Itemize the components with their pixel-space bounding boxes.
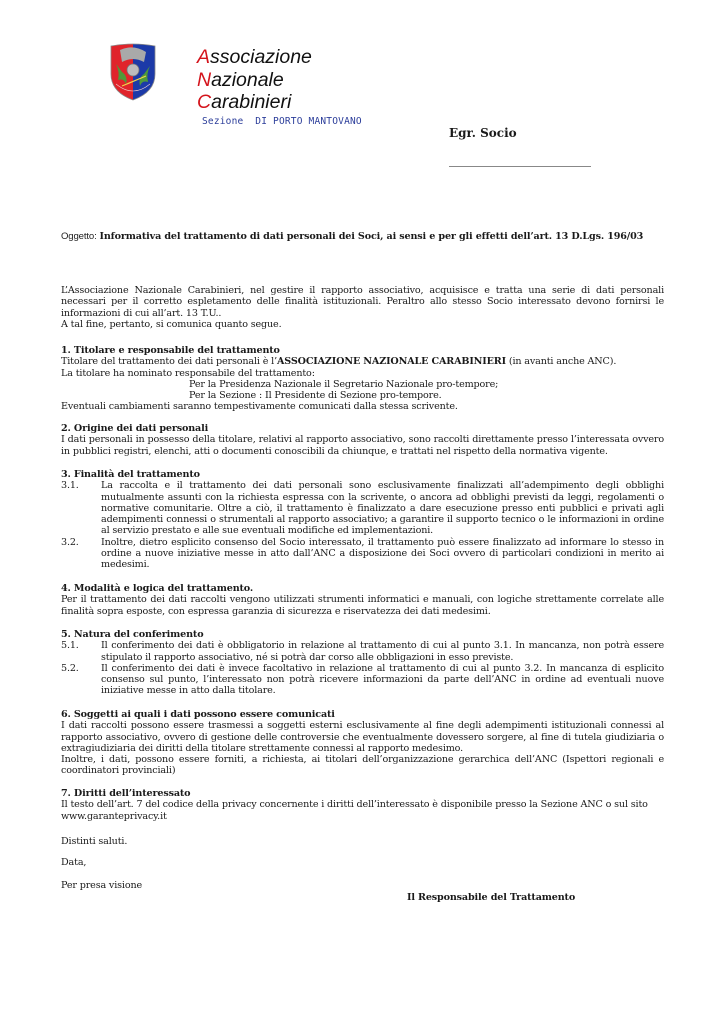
recipient-salutation: Egr. Socio [449,126,517,140]
section-title: 2. Origine dei dati personali [61,423,209,434]
section-title: 6. Soggetti ai quali i dati possono essere comunicati [61,709,335,720]
organization-name [197,46,312,114]
list-item [61,663,664,697]
item-number: 3.2. [61,536,79,548]
section-finalita [61,469,664,571]
section-modalita [61,583,664,617]
responsabile-presidenza: Per la Presidenza Nazionale il Segretario Nazionale pro-tempore; [189,378,499,390]
section-title: 3. Finalità del trattamento [61,469,200,480]
section-origine [61,423,664,457]
item-number: 3.1. [61,480,79,492]
section-natura [61,629,664,697]
closing-greeting: Distinti saluti. [61,836,128,847]
list-item [61,480,664,536]
section-name: Sezione DI PORTO MANTOVANO [202,116,362,127]
recipient-name-line [449,166,591,167]
item-text: Inoltre, dietro esplicito consenso del Socio interessato, il trattamento può essere finalizzato ad informare lo stesso in ordine a nuove iniziative messe in atto dall’ANC a disposizione dei Soci ovvero di particolari condizioni in merito ai medesimi. [101,536,664,571]
acknowledgement-label: Per presa visione [61,880,142,891]
carabinieri-shield-icon [108,42,158,102]
item-text: Il conferimento dei dati è invece facoltativo in relazione al trattamento di cui al punto 3.2. In mancanza di esplicito consenso sul punto, l’interessato non potrà ricevere informazioni da parte dell’ANC in ordine ad eventuali nuove iniziative messe in atto dalla titolare. [101,662,664,697]
section-paragraph-2: Inoltre, i dati, possono essere forniti, a richiesta, ai titolari dell’organizzazione gerarchica dell’ANC (Ispettori regionali e coordinatori provinciali) [61,754,664,777]
privacy-site-link[interactable]: www.garanteprivacy.it [61,810,167,822]
responsabile-sezione: Per la Sezione : Il Presidente di Sezione pro-tempore. [189,390,442,402]
titolare-line: Titolare del trattamento dei dati personali è l’ASSOCIAZIONE NAZIONALE CARABINIERI (in avanti anche ANC). [61,356,617,368]
section-text: Per il trattamento dei dati raccolti vengono utilizzati strumenti informatici e manuali, con logiche strettamente correlate alle finalità sopra esposte, con espressa garanzia di sicurezza e riservatezza dei dati medesimi. [61,594,664,617]
responsabile-intro: La titolare ha nominato responsabile del trattamento: [61,367,315,379]
intro-paragraph: L’Associazione Nazionale Carabinieri, nel gestire il rapporto associativo, acquisisce e tratta una serie di dati personali necessari per il corretto espletamento delle finalità istituzionali. Peraltro allo stesso Socio interessato devono fornirsi le informazioni di cui all’art. 13 T.U.. [61,285,664,319]
org-line-1: Associazione [197,46,312,68]
section-titolare [61,345,664,413]
subject-label: Oggetto: [61,231,97,242]
org-line-2: Nazionale [197,68,284,91]
section-title: 5. Natura del conferimento [61,629,204,640]
section-text: I dati personali in possesso della titolare, relativi al rapporto associativo, sono raccolti direttamente presso l’interessata ovvero in pubblici registri, elenchi, atti o documenti conoscibili da chiunque, e trattati nel rispetto della normativa vigente. [61,434,664,457]
section-title: 7. Diritti dell’interessato [61,788,191,799]
intro-section [61,285,664,330]
section-text: Il testo dell’art. 7 del codice della privacy concernente i diritti dell’interessato è disponibile presso la Sezione ANC o sul sito [61,799,648,811]
item-number: 5.2. [61,662,79,674]
list-item [61,640,664,663]
subject-text: Informativa del trattamento di dati personali dei Soci, ai sensi e per gli effetti dell’art. 13 D.Lgs. 196/03 [99,231,644,242]
intro-closing: A tal fine, pertanto, si comunica quanto segue. [61,318,282,330]
list-item [61,537,664,571]
section-paragraph-1: I dati raccolti possono essere trasmessi a soggetti esterni esclusivamente al fine degli adempimenti istituzionali connessi al rapporto associativo, ovvero di gestione delle controversie che eventualmente dovessero sorgere, al fine di tutela giudiziaria o extragiudiziaria dei diritti della titolare strettamente connessi al rapporto medesimo. [61,720,664,754]
date-label: Data, [61,857,87,868]
section-title: 4. Modalità e logica del trattamento. [61,583,254,594]
item-text: Il conferimento dei dati è obbligatorio in relazione al trattamento di cui al punto 3.1. In mancanza, non potrà essere stipulato il rapporto associativo, né si potrà dar corso alle obbligazioni in esso previste. [101,640,664,663]
section-title: 1. Titolare e responsabile del trattamento [61,345,280,356]
changes-note: Eventuali cambiamenti saranno tempestivamente comunicati dalla stessa scrivente. [61,401,458,413]
subject-line [61,231,643,242]
section-soggetti [61,709,664,777]
org-line-3: Carabinieri [197,91,292,113]
item-text: La raccolta e il trattamento dei dati personali sono esclusivamente finalizzati all’adempimento degli obblighi mutualmente assunti con la richiesta espressa con la scrivente, o ancora ad obblighi previsti da leggi, regolamenti o normative comunitarie. Oltre a ciò, il trattamento è finalizzato a dare esecuzione presso enti pubblici e privati agli adempimenti connessi o strumentali al rapporto associativo; a garantire il supporto tecnico o le informazioni in ordine al servizio prestato e alle sue eventuali modifiche ed implementazioni. [101,480,664,537]
item-number: 5.1. [61,640,79,652]
section-diritti [61,788,664,822]
signer-title: Il Responsabile del Trattamento [407,892,576,903]
